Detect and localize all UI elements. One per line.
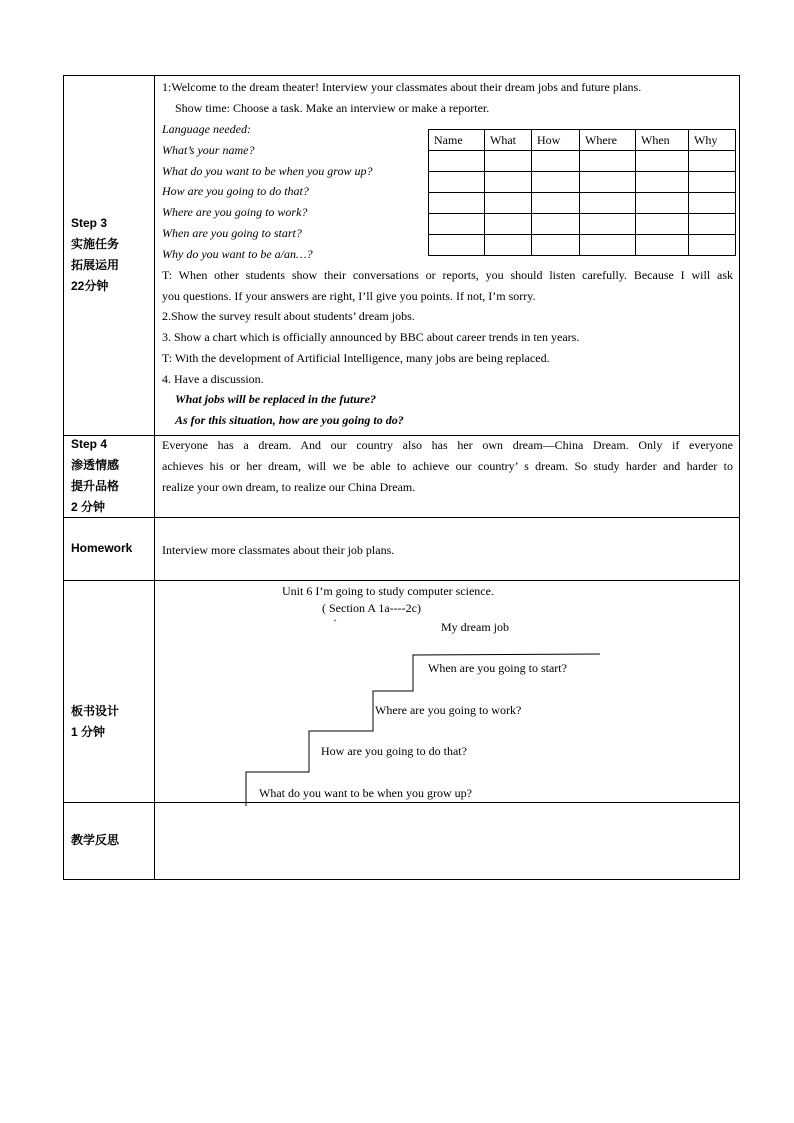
step3-line-discussion: 4. Have a discussion. [162,372,264,386]
staircase-line [246,654,600,806]
board-mark: ˊ [333,617,337,631]
question-name: What’s your name? [162,143,255,157]
question-how: How are you going to do that? [162,184,309,198]
survey-header-name: Name [429,130,485,151]
step4-line-3: realize your own dream, to realize our China Dream. [162,480,416,494]
language-needed-heading: Language needed: [162,122,251,136]
stair-step-be: What do you want to be when you grow up? [259,786,472,800]
survey-header-why: Why [689,130,736,151]
reflection-label: 教学反思 [71,833,120,847]
question-where: Where are you going to work? [162,205,308,219]
question-when: When are you going to start? [162,226,302,240]
question-why: Why do you want to be a/an…? [162,247,313,261]
step3-line-ai: T: With the development of Artificial Intelligence, many jobs are being replaced. [162,351,550,365]
survey-header-where: Where [580,130,636,151]
step3-line-2: Show time: Choose a task. Make an interview or make a reporter. [175,101,490,115]
question-what: What do you want to be when you grow up? [162,164,373,178]
step3-line-teacher: T: When other students show their conversations or reports, you should listen carefully. Because I will ask [162,268,733,282]
step3-line-1: 1:Welcome to the dream theater! Interview your classmates about their dream jobs and future plans. [162,80,642,94]
survey-header-when: When [636,130,689,151]
step3-line-survey: 2.Show the survey result about students’ dream jobs. [162,309,415,323]
step3-line-points: you questions. If your answers are right, I’ll give you points. If not, I’m sorry. [162,289,536,303]
homework-label: Homework [71,541,133,555]
homework-text: Interview more classmates about their job plans. [162,543,395,557]
discussion-question-2: As for this situation, how are you going to do? [175,413,404,427]
step4-line-1: Everyone has a dream. And our country also has her own dream—China Dream. Only if everyone [162,438,733,452]
survey-header-how: How [532,130,580,151]
discussion-question-1: What jobs will be replaced in the future? [175,392,377,406]
survey-header-what: What [485,130,532,151]
stair-step-do: How are you going to do that? [321,744,467,758]
step4-line-2: achieves his or her dream, will we be able to achieve our country’ s dream. So study harder and harder to [162,459,733,473]
stair-step-start: When are you going to start? [428,661,567,675]
stair-step-work: Where are you going to work? [375,703,522,717]
step3-line-chart: 3. Show a chart which is officially announced by BBC about career trends in ten years. [162,330,580,344]
step3-label: Step 3 实施任务 拓展运用 22分钟 [71,216,120,293]
step4-label: Step 4 渗透情感 提升品格 2 分钟 [71,437,120,514]
board-title: Unit 6 I’m going to study computer science. [282,584,494,598]
board-topic: My dream job [441,620,509,634]
board-design-label: 板书设计 1 分钟 [71,704,120,739]
board-subtitle: ( Section A 1a----2c) [322,601,421,615]
